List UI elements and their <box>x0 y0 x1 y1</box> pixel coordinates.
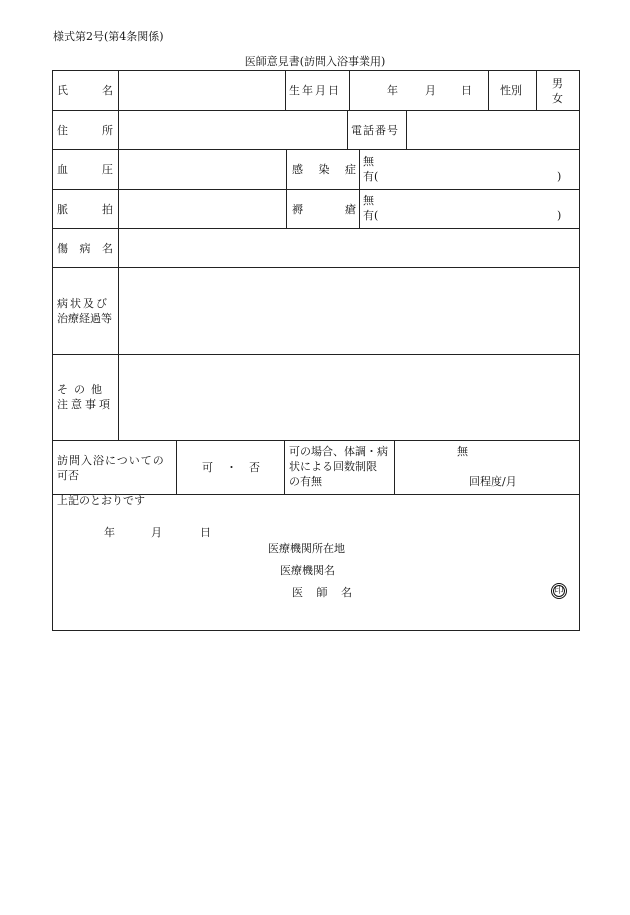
sex-male[interactable]: 男 <box>552 77 563 90</box>
bathing-label-line2: 可否 <box>57 469 79 482</box>
disease-name-label: 傷 病 名 <box>57 242 113 255</box>
form-title: 医師意見書(訪問入浴事業用) <box>244 55 386 68</box>
infection-label: 感 染 症 <box>292 163 356 176</box>
institution-address-label: 医療機関所在地 <box>268 542 345 555</box>
date-year: 年 <box>104 526 115 539</box>
infection-close-paren: ) <box>557 170 562 183</box>
infection-yes[interactable]: 有( <box>363 170 379 183</box>
pulse-label: 脈 拍 <box>57 203 113 216</box>
bathing-label-line1: 訪問入浴についての <box>57 454 165 467</box>
name-label: 氏 名 <box>57 84 113 97</box>
address-label: 住 所 <box>57 124 113 137</box>
institution-name-label: 医療機関名 <box>280 564 335 577</box>
dob-year: 年 <box>387 84 398 97</box>
bedsore-label: 褥 瘡 <box>292 203 356 216</box>
dob-day: 日 <box>461 84 472 97</box>
bedsore-none[interactable]: 無 <box>363 194 374 207</box>
symptoms-label-line2: 治療経過等 <box>57 312 112 325</box>
frequency-none[interactable]: 無 <box>457 445 468 458</box>
dob-label: 生年月日 <box>289 84 341 97</box>
bathing-deny[interactable]: 否 <box>249 461 260 474</box>
frequency-condition-line3: の有無 <box>289 475 322 488</box>
date-day: 日 <box>200 526 211 539</box>
bedsore-close-paren: ) <box>557 209 562 222</box>
bathing-allow[interactable]: 可 <box>202 461 213 474</box>
frequency-per-month: 回程度/月 <box>469 475 517 488</box>
dob-month: 月 <box>425 84 436 97</box>
blood-pressure-label: 血 圧 <box>57 163 113 176</box>
bathing-separator: ・ <box>226 461 237 474</box>
doctor-name-label: 医 師 名 <box>292 586 352 599</box>
notes-label-line1: その他 <box>57 383 108 396</box>
sex-female[interactable]: 女 <box>552 92 563 105</box>
seal-mark: 印 <box>551 583 567 599</box>
bedsore-yes[interactable]: 有( <box>363 209 379 222</box>
notes-label-line2: 注意事項 <box>57 398 113 411</box>
frequency-condition-line1: 可の場合、体調・病 <box>289 445 388 458</box>
phone-label: 電話番号 <box>351 124 399 137</box>
sex-label: 性別 <box>500 84 522 97</box>
statement: 上記のとおりです <box>57 494 145 507</box>
date-month: 月 <box>151 526 162 539</box>
infection-none[interactable]: 無 <box>363 155 374 168</box>
frequency-condition-line2: 状による回数制限 <box>289 460 377 473</box>
symptoms-label-line1: 病状及び <box>57 297 109 310</box>
form-number: 様式第2号(第4条関係) <box>53 30 164 43</box>
